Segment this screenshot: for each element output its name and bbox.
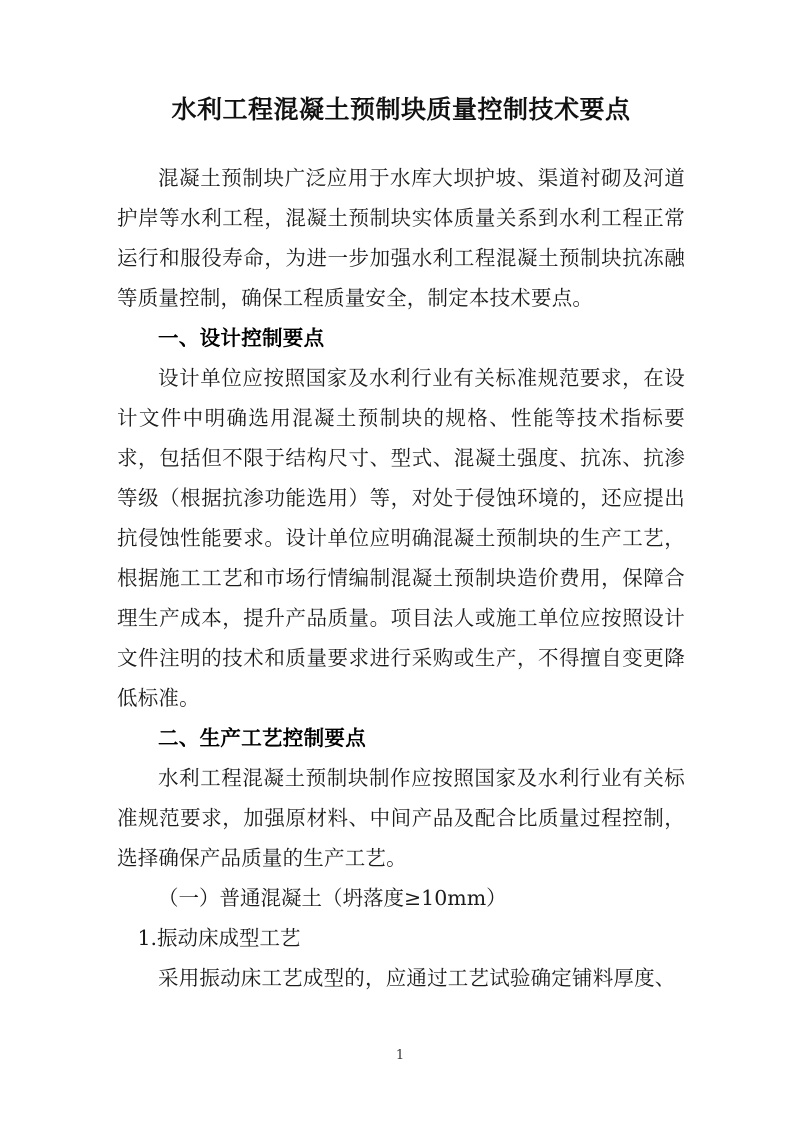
page-title: 水利工程混凝土预制块质量控制技术要点 <box>171 95 631 124</box>
section-heading-1: 一、设计控制要点 <box>158 326 325 350</box>
page-number: 1 <box>395 1048 405 1063</box>
item-body-2-1-1: 采用振动床工艺成型的，应通过工艺试验确定铺料厚度、 <box>158 966 676 990</box>
document-content <box>117 0 685 998</box>
subsection-heading-2-1: （一）普通混凝土（坍落度≥10mm） <box>158 886 507 910</box>
section-body-1: 设计单位应按照国家及水利行业有关标准规范要求，在设计文件中明确选用混凝土预制块的规格、性能等技术指标要求，包括但不限于结构尺寸、型式、混凝土强度、抗冻、抗渗等级（根据抗渗功能选用）等，对处于侵蚀环境的，还应提出抗侵蚀性能要求。设计单位应明确混凝土预制块的生产工艺，根据施工工艺和市场行情编制混凝土预制块造价费用，保障合理生产成本，提升产品质量。项目法人或施工单位应按照设计文件注明的技术和质量要求进行采购或生产，不得擅自变更降低标准。 <box>117 366 685 710</box>
intro-paragraph: 混凝土预制块广泛应用于水库大坝护坡、渠道衬砌及河道护岸等水利工程，混凝土预制块实体质量关系到水利工程正常运行和服役寿命，为进一步加强水利工程混凝土预制块抗冻融等质量控制，确保工程质量安全，制定本技术要点。 <box>117 166 685 310</box>
item-heading-2-1-1: 1.振动床成型工艺 <box>137 926 301 950</box>
section-body-2: 水利工程混凝土预制块制作应按照国家及水利行业有关标准规范要求，加强原材料、中间产品及配合比质量过程控制，选择确保产品质量的生产工艺。 <box>117 766 685 870</box>
section-heading-2: 二、生产工艺控制要点 <box>158 726 366 750</box>
